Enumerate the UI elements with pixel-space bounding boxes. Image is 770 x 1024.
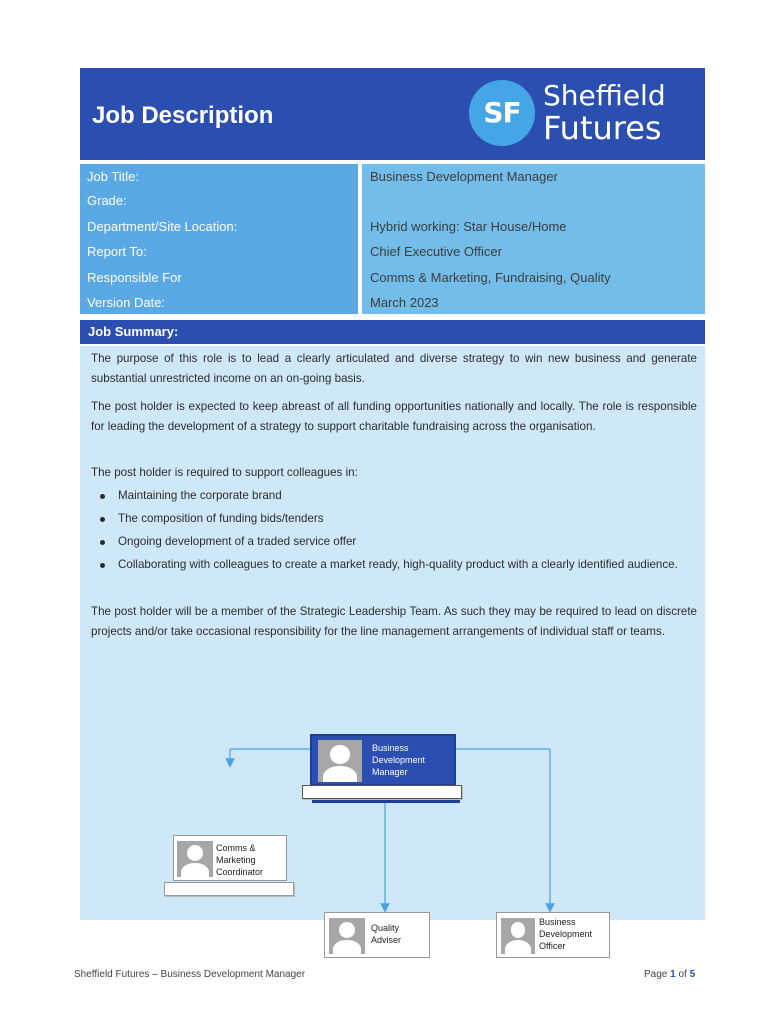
- label-job-title: Job Title:: [87, 169, 140, 184]
- list-item: The composition of funding bids/tenders: [91, 509, 691, 529]
- summary-paragraph-4: The post holder will be a member of the Strategic Leadership Team. As such they may be required to lead on discrete projects and/or take occasional responsibility for the line management arrangements of individual staff or teams.: [91, 605, 697, 638]
- footer-page-total: 5: [689, 969, 696, 980]
- person-placeholder-icon: [177, 841, 213, 877]
- org-node-label: Business Development Officer: [539, 917, 593, 951]
- summary-paragraph-1: The purpose of this role is to lead a clearly articulated and diverse strategy to win new business and generate substantial unrestricted income on an on-going basis.: [91, 352, 697, 385]
- list-item: Collaborating with colleagues to create a market ready, high-quality product with a clearly identified audience.: [91, 555, 691, 575]
- logo-wordmark: [543, 79, 666, 147]
- org-node-label: Business Development Manager: [372, 743, 426, 777]
- info-value-column: [362, 164, 705, 314]
- logo-monogram: SF: [469, 80, 535, 146]
- footer-page-prefix: Page: [644, 969, 668, 980]
- label-version-date: Version Date:: [87, 295, 166, 310]
- person-placeholder-icon: [329, 918, 365, 954]
- summary-paragraph-3: The post holder is required to support colleagues in:: [91, 466, 358, 479]
- footer-page-of: of: [678, 969, 687, 980]
- org-node-label: Quality Adviser: [371, 923, 402, 945]
- footer-page-number: [644, 969, 695, 980]
- job-summary-heading-text: Job Summary:: [88, 324, 179, 339]
- page-title: Job Description: [92, 102, 274, 129]
- header-banner: [80, 68, 705, 160]
- label-department: Department/Site Location:: [87, 219, 238, 234]
- person-placeholder-icon: [501, 918, 535, 954]
- job-summary-heading: [80, 320, 705, 344]
- list-item: Ongoing development of a traded service offer: [91, 532, 691, 552]
- footer-page-current: 1: [670, 969, 676, 980]
- info-label-column: [80, 164, 358, 314]
- label-grade: Grade:: [87, 193, 127, 208]
- org-chart: [80, 346, 705, 951]
- value-version-date: March 2023: [370, 295, 439, 310]
- person-placeholder-icon: [318, 740, 362, 782]
- org-chart-connectors: [80, 346, 705, 920]
- org-node-label: Comms & Marketing Coordinator: [216, 843, 264, 877]
- footer-document-name: Sheffield Futures – Business Development Manager: [74, 969, 306, 980]
- list-item: Maintaining the corporate brand: [91, 486, 691, 506]
- logo-line1: Sheffield: [543, 79, 666, 112]
- logo-line2: Futures: [543, 109, 662, 147]
- value-job-title: Business Development Manager: [370, 169, 558, 184]
- job-info-table: [80, 164, 705, 314]
- sheffield-futures-logo: [469, 80, 693, 148]
- value-responsible-for: Comms & Marketing, Fundraising, Quality: [370, 270, 611, 285]
- label-responsible-for: Responsible For: [87, 270, 182, 285]
- document-page: [80, 68, 705, 951]
- value-department: Hybrid working: Star House/Home: [370, 219, 567, 234]
- value-report-to: Chief Executive Officer: [370, 244, 502, 259]
- label-report-to: Report To:: [87, 244, 147, 259]
- job-summary-body: [80, 346, 705, 951]
- summary-paragraph-2: The post holder is expected to keep abreast of all funding opportunities nationally and locally. The role is responsible for leading the development of a strategy to support charitable fundraising across the organisation.: [91, 400, 697, 433]
